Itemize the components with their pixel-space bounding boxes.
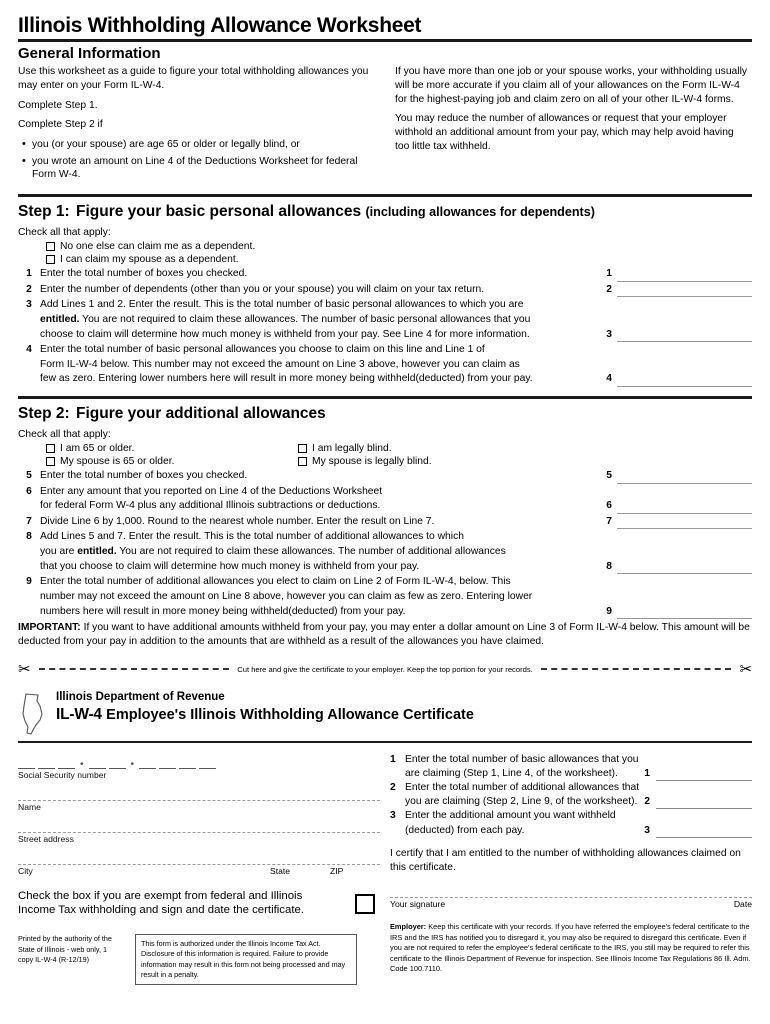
- answer-field-7[interactable]: [600, 515, 752, 530]
- line-text-part: [40, 545, 600, 560]
- agency-name: Illinois Department of Revenue: [56, 690, 225, 703]
- line-number: 3: [390, 810, 396, 822]
- title-rule: [18, 39, 752, 42]
- answer-field-5[interactable]: [600, 469, 752, 484]
- line-text-part: few as zero. Entering lower numbers here will result in more money being withheld(deducted) from your pay.: [40, 373, 533, 385]
- certificate-answer-3[interactable]: [640, 809, 752, 837]
- answer-blank[interactable]: [617, 517, 752, 529]
- section-divider-2: [18, 396, 752, 399]
- ssn-digit[interactable]: [89, 758, 106, 769]
- step2-label: Step 2:: [18, 405, 70, 423]
- line-text: [40, 530, 600, 574]
- answer-blank[interactable]: [617, 330, 752, 342]
- line-text-part: numbers here will result in more money being withheld(deducted) from your pay.: [40, 605, 406, 617]
- ssn-digit[interactable]: [109, 758, 126, 769]
- ssn-separator-icon: •: [130, 758, 135, 770]
- worksheet-line-1: [18, 267, 752, 282]
- worksheet-line-2: [18, 283, 752, 298]
- line-text: [40, 575, 600, 619]
- step1-subtitle: (including allowances for dependents): [365, 205, 595, 220]
- step2-title: Figure your additional allowances: [76, 405, 326, 423]
- step2-checkbox-row-3[interactable]: [298, 443, 550, 454]
- line-text-rest: You are not required to claim these allowances. The number of additional allowances: [116, 546, 506, 558]
- worksheet-line-8: [18, 530, 752, 574]
- step1-checkbox-row-1[interactable]: [46, 241, 752, 252]
- employer-label: Employer:: [390, 922, 427, 932]
- signature-input[interactable]: [390, 897, 752, 898]
- answer-blank[interactable]: [656, 797, 752, 809]
- illinois-state-outline-icon: [18, 692, 48, 736]
- line-number: 4: [26, 344, 32, 356]
- step2-checkbox-label-1: I am 65 or older.: [60, 443, 135, 455]
- step1-checkbox-group: [46, 241, 752, 265]
- city-state-zip-input[interactable]: [18, 864, 380, 865]
- certification-statement: I certify that I am entitled to the number of withholding allowances claimed on this certificate.: [390, 847, 741, 873]
- answer-number: 5: [606, 470, 612, 482]
- step2-checkbox-cell: [298, 443, 550, 456]
- step2-check-all-label: Check all that apply:: [18, 429, 111, 441]
- section-divider-1: [18, 194, 752, 197]
- worksheet-line-3: [18, 298, 752, 342]
- answer-number: 6: [606, 500, 612, 512]
- signature-labels: [390, 899, 752, 909]
- step1-checkbox-label-1: No one else can claim me as a dependent.: [60, 241, 256, 253]
- line-text: Enter the total number of boxes you checked.: [40, 470, 248, 482]
- step2-checkbox-row-1[interactable]: [46, 443, 298, 454]
- exempt-text: [18, 889, 347, 919]
- line-number: 3: [26, 299, 32, 311]
- line-number: 2: [390, 781, 396, 793]
- dashed-line-right: [541, 668, 732, 670]
- certificate-line-2: [390, 781, 752, 809]
- step2-checkbox-row-top: [46, 443, 752, 456]
- il-w4-certificate: [18, 691, 752, 986]
- step2-checkbox-cell: [46, 456, 298, 469]
- checkbox-icon[interactable]: [46, 457, 55, 466]
- important-note: [18, 621, 752, 649]
- line-number: 1: [26, 268, 32, 280]
- line-text-part: Enter the additional amount you want withheld: [405, 810, 616, 822]
- step2-checkbox-cell: [298, 456, 550, 469]
- answer-number: 2: [644, 796, 650, 808]
- answer-field-2[interactable]: [600, 283, 752, 298]
- worksheet-line-5: [18, 469, 752, 484]
- step2-checkbox-label-3: I am legally blind.: [312, 443, 392, 455]
- answer-number: 4: [606, 373, 612, 385]
- step1-check-all-label: Check all that apply:: [18, 227, 111, 239]
- footer-row: [18, 934, 380, 985]
- answer-number: 7: [606, 515, 612, 527]
- worksheet-line-7: [18, 515, 752, 530]
- line-text-part: Form IL-W-4 below. This number may not exceed the amount on Line 3 above, however you can claim as: [40, 358, 520, 370]
- answer-number: 2: [606, 283, 612, 295]
- street-address-label: Street address: [18, 833, 74, 844]
- step2-checkbox-label-2: My spouse is 65 or older.: [60, 456, 175, 468]
- line-text-part: Enter the total number of additional allowances you elect to claim on Line 2 of Form IL-W-4, below. This: [40, 576, 511, 588]
- line-text-part: (deducted) from each pay.: [405, 824, 525, 836]
- line-text: [40, 485, 600, 514]
- certificate-rule: [18, 741, 752, 743]
- step2-heading: [18, 405, 752, 423]
- general-right-p2: You may reduce the number of allowances or request that your employer withhold an additional amount from your pay, which may help avoid having too little tax withheld.: [395, 113, 734, 152]
- emphasis-entitled: entitled.: [40, 313, 80, 325]
- line-text-part: choose to claim will determine how much money is withheld from your pay. See Line 4 for more information.: [40, 328, 530, 340]
- answer-field-1[interactable]: [600, 267, 752, 282]
- employer-note: [390, 922, 752, 975]
- answer-blank[interactable]: [656, 769, 752, 781]
- answer-number: 3: [644, 824, 650, 836]
- line-text: [402, 753, 640, 781]
- city-label: City: [18, 865, 33, 876]
- general-right-p1: If you have more than one job or your spouse works, your withholding usually will be more accurate if you claim all of your allowances on the Form IL-W-4 for the highest-paying job and claim zero on all of your other IL-W-4 forms.: [395, 66, 748, 105]
- line-number: 6: [26, 485, 32, 497]
- dashed-line-left: [39, 668, 230, 670]
- ssn-input[interactable]: [18, 753, 380, 769]
- answer-field-6[interactable]: [600, 499, 752, 514]
- scissors-icon: ✂: [18, 660, 31, 678]
- authorization-box: This form is authorized under the Illinois Income Tax Act. Disclosure of this information is required. Failure to provide information may result in this form not being processed and may result in a penalty.: [135, 934, 357, 985]
- step2-checkbox-row-bottom: [46, 456, 752, 469]
- ssn-digit[interactable]: [199, 758, 216, 769]
- line-text-part: number may not exceed the amount on Line 8 above, however you can claim as few as zero. Entering lower: [40, 590, 533, 602]
- certificate-header: [18, 691, 752, 736]
- printed-by-note: Printed by the authority of the State of Illinois - web only, 1 copy IL-W-4 (R-12/19): [18, 934, 112, 965]
- answer-blank[interactable]: [617, 375, 752, 387]
- ssn-digit[interactable]: [179, 758, 196, 769]
- general-right-column: [395, 65, 750, 185]
- step1-checkbox-label-2: I can claim my spouse as a dependent.: [60, 254, 239, 266]
- certificate-right-column: [390, 753, 752, 986]
- step2-checkbox-label-4: My spouse is legally blind.: [312, 456, 432, 468]
- general-left-column: [18, 65, 373, 185]
- line-text: [40, 343, 600, 387]
- list-item: • you (or your spouse) are age 65 or older or legally blind, or: [32, 138, 373, 152]
- line-number: 2: [26, 283, 32, 295]
- scissors-icon: ✂: [739, 660, 753, 678]
- line-number: 1: [390, 753, 396, 765]
- line-text-part: Enter the total number of additional allowances that: [405, 781, 640, 793]
- employer-text: Keep this certificate with your records. If you have referred the employee's federal certificate to the IRS and the IRS has notified you to disregard it, you may also be required to disregard this certificate. Even if you are not required to refer the employee's federal certificate to the IRS, you still may be required to refer this certificate to the Illinois Department of Revenue for inspection. See Illinois Income Tax Regulations 86 Ill. Adm. Code 100.7110.: [390, 922, 751, 974]
- answer-blank[interactable]: [617, 562, 752, 574]
- important-label: IMPORTANT:: [18, 622, 81, 634]
- cut-here-text: Cut here and give the certificate to your employer. Keep the top portion for your records.: [237, 664, 533, 674]
- page-title: Illinois Withholding Allowance Worksheet: [18, 14, 422, 37]
- step1-heading: [18, 203, 752, 221]
- general-left-p1: Use this worksheet as a guide to figure your total withholding allowances you may enter on your Form IL-W-4.: [18, 66, 369, 92]
- certificate-body: [18, 753, 752, 986]
- name-input[interactable]: [18, 800, 380, 801]
- step2-checkbox-group: [46, 443, 752, 469]
- step2-checkbox-row-2[interactable]: [46, 456, 298, 467]
- important-text: If you want to have additional amounts withheld from your pay, you may enter a dollar amount on Line 3 of Form IL-W-4 below. This amount will be deducted from your pay in addition to the amounts that are withheld as a result of the allowances you have claimed.: [18, 622, 750, 648]
- list-item: • you wrote an amount on Line 4 of the Deductions Worksheet for federal Form W-4.: [32, 155, 373, 182]
- line-text-rest: You are not required to claim these allowances. The number of basic personal allowances that you: [79, 313, 531, 325]
- step1-checkbox-row-2[interactable]: [46, 254, 752, 265]
- step2-checkbox-cell: [46, 443, 298, 456]
- general-left-bullets: [18, 138, 373, 182]
- form-identifier: [56, 706, 474, 724]
- answer-blank[interactable]: [617, 472, 752, 484]
- checkbox-icon[interactable]: [298, 457, 307, 466]
- zip-label: ZIP: [330, 865, 344, 876]
- worksheet-line-4: [18, 343, 752, 387]
- line-text: [40, 298, 600, 342]
- answer-number: 9: [606, 605, 612, 617]
- line-text: [402, 809, 640, 837]
- worksheet-line-6: [18, 485, 752, 514]
- line-text-part: Enter the total number of basic allowances that you: [405, 753, 639, 765]
- answer-blank[interactable]: [656, 826, 752, 838]
- form-code: IL-W-4: [56, 706, 102, 724]
- certificate-answer-2[interactable]: [640, 781, 752, 809]
- state-label: State: [270, 865, 291, 876]
- exempt-text-line1: Check the box if you are exempt from federal and Illinois: [18, 889, 303, 902]
- answer-number: 1: [606, 268, 612, 280]
- answer-field-3[interactable]: [600, 328, 752, 343]
- exempt-section: [18, 889, 380, 919]
- answer-blank[interactable]: [617, 285, 752, 297]
- ssn-label: Social Security number: [18, 769, 107, 780]
- line-text: Enter the number of dependents (other than you or your spouse) you will claim on your tax return.: [40, 283, 485, 295]
- signature-label: Your signature: [390, 899, 446, 910]
- general-left-p3: Complete Step 2 if: [18, 119, 103, 131]
- answer-field-9[interactable]: [600, 605, 752, 620]
- certificate-answer-1[interactable]: [640, 753, 752, 781]
- line-text-part: you are claiming (Step 2, Line 9, of the worksheet).: [405, 796, 638, 808]
- ssn-separator-icon: •: [80, 758, 84, 770]
- general-information-section: [18, 65, 752, 185]
- answer-blank[interactable]: [617, 607, 752, 619]
- ssn-digit[interactable]: [38, 758, 55, 769]
- emphasis-entitled: entitled.: [77, 546, 117, 558]
- answer-field-4[interactable]: [600, 372, 752, 387]
- line-text-part: Add Lines 5 and 7. Enter the result. This is the total number of additional allowances to which: [40, 531, 464, 543]
- general-left-p2: Complete Step 1.: [18, 99, 98, 111]
- line-number: 9: [26, 576, 32, 588]
- answer-number: 3: [606, 328, 612, 340]
- exempt-text-line2: Income Tax withholding and sign and date the certificate.: [18, 904, 304, 917]
- line-text-part: for federal Form W-4 plus any additional Illinois subtractions or deductions.: [40, 500, 381, 512]
- line-text-pre: you are: [40, 546, 78, 558]
- ssn-digit[interactable]: [139, 758, 156, 769]
- certificate-titles: [56, 691, 474, 725]
- line-text-part: [40, 313, 600, 328]
- line-number: 7: [26, 515, 32, 527]
- form-title: Employee's Illinois Withholding Allowance Certificate: [106, 707, 474, 724]
- answer-blank[interactable]: [617, 502, 752, 514]
- cut-here-divider: [18, 662, 752, 677]
- name-label: Name: [18, 801, 41, 812]
- step1-title: Figure your basic personal allowances: [76, 203, 362, 221]
- line-text: Enter the total number of boxes you checked.: [40, 268, 248, 280]
- checkbox-icon[interactable]: [298, 444, 307, 453]
- answer-number: 8: [606, 560, 612, 572]
- worksheet-line-9: [18, 575, 752, 619]
- answer-blank[interactable]: [617, 270, 752, 282]
- line-number: 8: [26, 531, 32, 543]
- ssn-digit[interactable]: [58, 758, 75, 769]
- certificate-line-1: [390, 753, 752, 781]
- checkbox-icon[interactable]: [46, 242, 55, 251]
- line-text-part: Enter any amount that you reported on Line 4 of the Deductions Worksheet: [40, 485, 383, 497]
- step1-label: Step 1:: [18, 203, 70, 221]
- line-text: [402, 781, 640, 809]
- certificate-line-3: [390, 809, 752, 837]
- line-text: Divide Line 6 by 1,000. Round to the nearest whole number. Enter the result on Line 7.: [40, 515, 435, 527]
- ssn-digit[interactable]: [18, 758, 35, 769]
- line-text-part: that you choose to claim will determine how much money is withheld from your pay.: [40, 560, 420, 572]
- answer-field-8[interactable]: [600, 560, 752, 575]
- checkbox-icon[interactable]: [46, 444, 55, 453]
- date-label: Date: [733, 899, 752, 910]
- line-text-part: are claiming (Step 1, Line 4, of the worksheet).: [405, 767, 618, 779]
- line-text-part: Add Lines 1 and 2. Enter the result. This is the total number of basic personal allowances to which you are: [40, 299, 524, 311]
- street-address-input[interactable]: [18, 832, 380, 833]
- exempt-checkbox[interactable]: [355, 894, 375, 914]
- general-information-heading: General Information: [18, 45, 161, 63]
- line-text-part: Enter the total number of basic personal allowances you choose to claim on this line and Line 1 of: [40, 344, 485, 356]
- city-state-zip-labels: [18, 866, 380, 876]
- checkbox-icon[interactable]: [46, 255, 55, 264]
- ssn-digit[interactable]: [159, 758, 176, 769]
- line-number: 5: [26, 470, 32, 482]
- step2-checkbox-row-4[interactable]: [298, 456, 550, 467]
- answer-number: 1: [644, 767, 650, 779]
- certificate-left-column: [18, 753, 390, 986]
